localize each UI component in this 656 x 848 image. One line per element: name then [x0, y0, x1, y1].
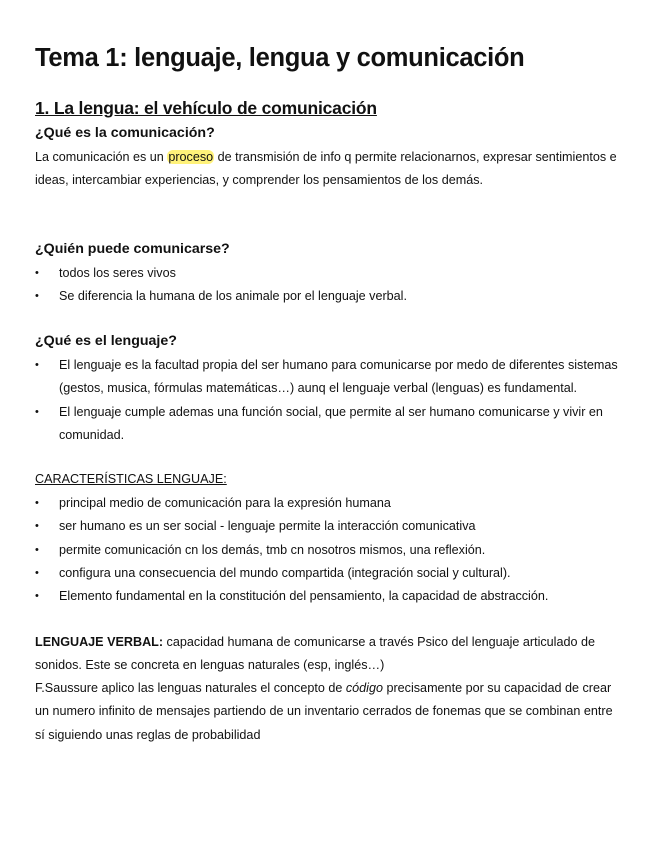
list-item: • El lenguaje es la facultad propia del ser humano para comunicarse por medo de diferentes sistemas (gestos, musica, fórmulas matemáticas…) aunq el lenguaje verbal (lenguas) es fundamental.: [35, 354, 625, 401]
question-language: ¿Qué es el lenguaje?: [35, 333, 177, 349]
verbal-language-label: LENGUAJE VERBAL:: [35, 635, 164, 649]
saussure-text-post: precisamente por su capacidad de crear un numero infinito de mensajes partiendo de un inventario cerrados de fonemas que se combinan entre sí siguiendo unas reglas de probabilidad: [35, 681, 613, 742]
list-item: • ser humano es un ser social - lenguaje permite la interacción comunicativa: [35, 515, 625, 538]
list-item: • Se diferencia la humana de los animale por el lenguaje verbal.: [35, 285, 625, 308]
list-item: • Elemento fundamental en la constitución del pensamiento, la capacidad de abstracción.: [35, 585, 625, 608]
list-item: • permite comunicación cn los demás, tmb cn nosotros mismos, una reflexión.: [35, 539, 625, 562]
section-heading: 1. La lengua: el vehículo de comunicación: [35, 98, 377, 118]
communication-text-pre: La comunicación es un: [35, 150, 168, 164]
characteristics-heading: CARACTERÍSTICAS LENGUAJE:: [35, 472, 227, 486]
saussure-text-pre: F.Saussure aplico las lenguas naturales el concepto de: [35, 681, 346, 695]
highlighted-word: proceso: [168, 150, 214, 164]
who-communicates-list: [35, 262, 625, 309]
question-who-communicates: ¿Quién puede comunicarse?: [35, 241, 230, 257]
question-communication: ¿Qué es la comunicación?: [35, 125, 215, 141]
saussure-emphasis: código: [345, 681, 383, 695]
verbal-language-text: capacidad humana de comunicarse a través Psico del lenguaje articulado de sonidos. Este se concreta en lenguas naturales (esp, inglés…): [35, 635, 595, 673]
page-title: Tema 1: lenguaje, lengua y comunicación: [35, 44, 525, 72]
list-item: • todos los seres vivos: [35, 262, 625, 285]
characteristics-list: [35, 492, 625, 608]
list-item: • principal medio de comunicación para la expresión humana: [35, 492, 625, 515]
list-item: • configura una consecuencia del mundo compartida (integración social y cultural).: [35, 562, 625, 585]
communication-text-post: de transmisión de info q permite relacionarnos, expresar sentimientos e ideas, intercambiar experiencias, y comprender los pensamientos de los demás.: [35, 150, 617, 188]
language-list: [35, 354, 625, 447]
list-item: • El lenguaje cumple ademas una función social, que permite al ser humano comunicarse y vivir en comunidad.: [35, 401, 625, 448]
saussure-paragraph: [35, 677, 625, 747]
communication-paragraph: [35, 146, 625, 193]
verbal-language-paragraph: [35, 631, 625, 678]
